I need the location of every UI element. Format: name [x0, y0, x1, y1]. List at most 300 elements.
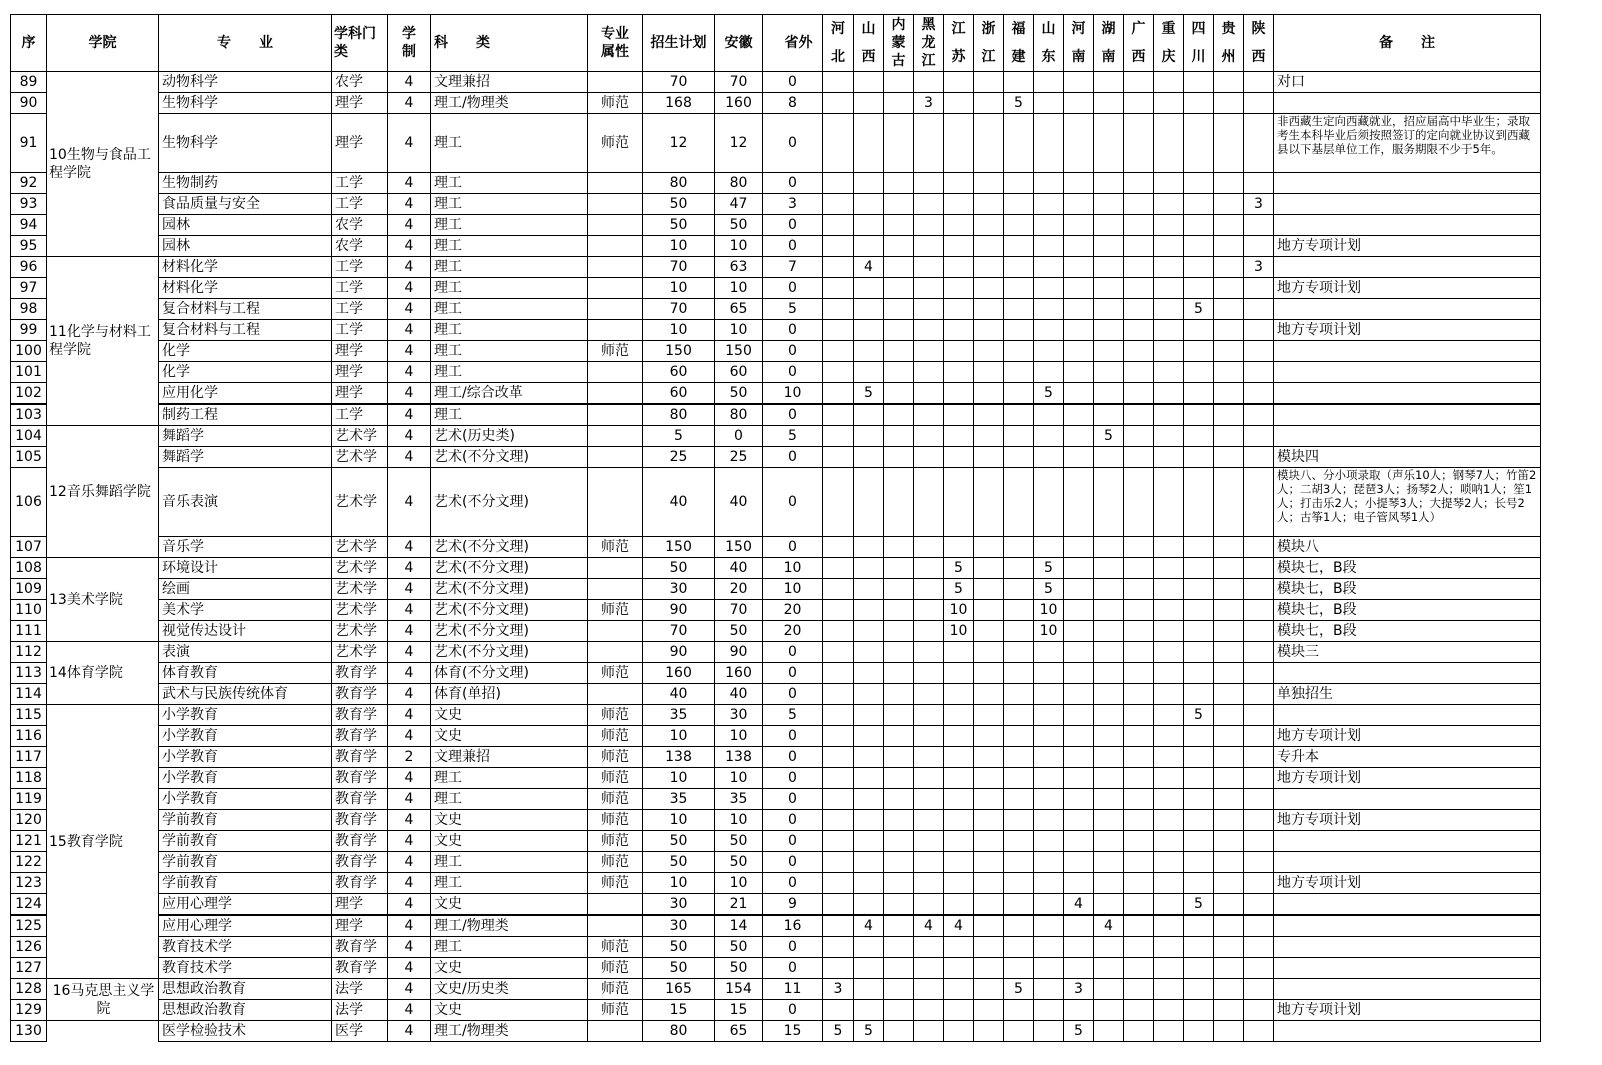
discipline-cell: 工学: [332, 404, 388, 426]
province-cell: [1064, 257, 1094, 278]
province-cell: [1064, 114, 1094, 173]
plan-cell: 10: [643, 320, 715, 341]
header-province-label: 河南: [1071, 21, 1086, 65]
plan-cell: 40: [643, 468, 715, 537]
outside-cell: 0: [763, 768, 823, 789]
province-cell: [1034, 215, 1064, 236]
plan-cell: 10: [643, 278, 715, 299]
province-cell: [1004, 404, 1034, 426]
province-cell: [854, 810, 884, 831]
province-cell: [1064, 852, 1094, 873]
province-cell: [914, 579, 944, 600]
province-cell: [1094, 257, 1124, 278]
major-cell: 体育教育: [159, 663, 332, 684]
province-cell: [1154, 663, 1184, 684]
remark-cell: 模块七，B段: [1274, 621, 1541, 642]
category-cell: 体育(不分文理): [431, 663, 588, 684]
province-cell: [1154, 600, 1184, 621]
province-cell: [944, 426, 974, 447]
anhui-cell: 63: [715, 257, 763, 278]
attr-cell: [588, 1021, 643, 1042]
header-province-8: [1064, 15, 1094, 72]
province-cell: [854, 236, 884, 257]
province-cell: [1124, 1000, 1154, 1021]
major-cell: 化学: [159, 341, 332, 362]
plan-cell: 80: [643, 173, 715, 194]
province-cell: [1244, 579, 1274, 600]
province-cell: [1004, 1021, 1034, 1042]
discipline-cell: 农学: [332, 215, 388, 236]
province-cell: [1094, 383, 1124, 405]
table-row: [11, 831, 1541, 852]
seq-cell: 121: [11, 831, 47, 852]
province-cell: [1004, 621, 1034, 642]
anhui-cell: 50: [715, 383, 763, 405]
province-cell: [1124, 236, 1154, 257]
province-cell: [884, 642, 914, 663]
category-cell: 理工: [431, 173, 588, 194]
province-cell: [1034, 426, 1064, 447]
province-cell: [1154, 726, 1184, 747]
anhui-cell: 10: [715, 236, 763, 257]
province-cell: [1004, 684, 1034, 705]
category-cell: 艺术(历史类): [431, 426, 588, 447]
province-cell: [1094, 810, 1124, 831]
anhui-cell: 20: [715, 579, 763, 600]
category-cell: 理工: [431, 215, 588, 236]
attr-cell: 师范: [588, 958, 643, 979]
province-cell: [1094, 831, 1124, 852]
province-cell: [1154, 72, 1184, 93]
province-cell: [823, 789, 854, 810]
province-cell: [1094, 1000, 1124, 1021]
remark-cell: [1274, 915, 1541, 937]
duration-cell: 4: [388, 789, 431, 810]
table-row: [11, 979, 1541, 1000]
province-cell: [1034, 447, 1064, 468]
duration-cell: 4: [388, 1000, 431, 1021]
major-cell: 武术与民族传统体育: [159, 684, 332, 705]
province-cell: [914, 558, 944, 579]
province-cell: [1184, 684, 1214, 705]
province-cell: [1244, 747, 1274, 768]
header-college: 学院: [47, 15, 159, 72]
province-cell: [1034, 789, 1064, 810]
header-province-3: [914, 15, 944, 72]
seq-cell: 128: [11, 979, 47, 1000]
province-cell: [1214, 831, 1244, 852]
province-cell: [884, 958, 914, 979]
duration-cell: 4: [388, 537, 431, 558]
province-cell: [914, 404, 944, 426]
province-cell: [1184, 1000, 1214, 1021]
duration-cell: 4: [388, 726, 431, 747]
category-cell: 文史: [431, 831, 588, 852]
seq-cell: 129: [11, 1000, 47, 1021]
province-cell: [974, 278, 1004, 299]
province-cell: [1064, 747, 1094, 768]
province-cell: [1214, 537, 1244, 558]
table-row: [11, 383, 1541, 405]
college-cell: 13美术学院: [47, 558, 159, 642]
duration-cell: 4: [388, 579, 431, 600]
province-cell: [974, 831, 1004, 852]
outside-cell: 0: [763, 663, 823, 684]
province-cell: [1034, 173, 1064, 194]
remark-cell: 专升本: [1274, 747, 1541, 768]
category-cell: 艺术(不分文理): [431, 537, 588, 558]
province-cell: [1184, 257, 1214, 278]
province-cell: [974, 320, 1004, 341]
province-cell: [974, 447, 1004, 468]
province-cell: [914, 194, 944, 215]
province-cell: [1064, 93, 1094, 114]
anhui-cell: 10: [715, 873, 763, 894]
province-cell: [1154, 768, 1184, 789]
province-cell: [884, 937, 914, 958]
attr-cell: 师范: [588, 768, 643, 789]
province-cell: [1154, 958, 1184, 979]
province-cell: [1214, 236, 1244, 257]
header-plan-text: 招生计划: [650, 35, 707, 51]
province-cell: [944, 979, 974, 1000]
duration-cell: 4: [388, 114, 431, 173]
province-cell: [1124, 726, 1154, 747]
category-cell: 理工: [431, 404, 588, 426]
province-cell: [1064, 278, 1094, 299]
province-cell: [944, 468, 974, 537]
province-cell: [1034, 537, 1064, 558]
outside-cell: 8: [763, 93, 823, 114]
major-cell: 学前教育: [159, 873, 332, 894]
province-cell: [1154, 278, 1184, 299]
province-cell: [1094, 299, 1124, 320]
province-cell: [1184, 278, 1214, 299]
province-cell: [1214, 894, 1244, 916]
category-cell: 理工: [431, 362, 588, 383]
plan-cell: 35: [643, 705, 715, 726]
province-cell: [1094, 173, 1124, 194]
table-row: [11, 114, 1541, 173]
province-cell: [1214, 558, 1244, 579]
province-cell: [1034, 705, 1064, 726]
province-cell: [1244, 341, 1274, 362]
province-cell: [1094, 705, 1124, 726]
province-cell: [1124, 404, 1154, 426]
province-cell: [1184, 93, 1214, 114]
province-cell: [854, 705, 884, 726]
table-row: [11, 320, 1541, 341]
province-cell: [944, 257, 974, 278]
table-row: [11, 558, 1541, 579]
outside-cell: 0: [763, 642, 823, 663]
province-cell: [1034, 937, 1064, 958]
province-cell: [823, 558, 854, 579]
province-cell: 5: [1004, 93, 1034, 114]
province-cell: [1064, 404, 1094, 426]
plan-cell: 70: [643, 299, 715, 320]
attr-cell: [588, 447, 643, 468]
province-cell: [1214, 257, 1244, 278]
province-cell: [1214, 404, 1244, 426]
province-cell: [1184, 114, 1214, 173]
province-cell: [914, 979, 944, 1000]
province-cell: [1064, 299, 1094, 320]
plan-cell: 50: [643, 831, 715, 852]
outside-cell: 0: [763, 958, 823, 979]
table-row: [11, 236, 1541, 257]
province-cell: [884, 93, 914, 114]
province-cell: [1064, 72, 1094, 93]
province-cell: [884, 383, 914, 405]
seq-cell: 107: [11, 537, 47, 558]
province-cell: [1064, 173, 1094, 194]
header-province-4: [944, 15, 974, 72]
province-cell: [1004, 663, 1034, 684]
province-cell: [1154, 1021, 1184, 1042]
category-cell: 理工: [431, 236, 588, 257]
province-cell: [1154, 173, 1184, 194]
outside-cell: 10: [763, 558, 823, 579]
province-cell: [823, 257, 854, 278]
seq-cell: 127: [11, 958, 47, 979]
discipline-cell: 法学: [332, 1000, 388, 1021]
plan-cell: 30: [643, 915, 715, 937]
province-cell: [1094, 621, 1124, 642]
remark-cell: [1274, 362, 1541, 383]
province-cell: [1244, 320, 1274, 341]
seq-cell: 97: [11, 278, 47, 299]
province-cell: [1124, 937, 1154, 958]
province-cell: [884, 873, 914, 894]
province-cell: [1184, 468, 1214, 537]
province-cell: [1244, 852, 1274, 873]
plan-cell: 160: [643, 663, 715, 684]
province-cell: [1214, 362, 1244, 383]
remark-cell: 单独招生: [1274, 684, 1541, 705]
province-cell: [1034, 341, 1064, 362]
province-cell: [1034, 72, 1064, 93]
province-cell: [1004, 278, 1034, 299]
province-cell: [914, 873, 944, 894]
province-cell: [974, 894, 1004, 916]
major-cell: 医学检验技术: [159, 1021, 332, 1042]
province-cell: [974, 72, 1004, 93]
province-cell: [914, 831, 944, 852]
table-row: [11, 1021, 1541, 1042]
province-cell: [1154, 537, 1184, 558]
major-cell: 绘画: [159, 579, 332, 600]
discipline-cell: 理学: [332, 362, 388, 383]
province-cell: [944, 831, 974, 852]
province-cell: [1184, 447, 1214, 468]
plan-cell: 12: [643, 114, 715, 173]
category-cell: 理工: [431, 257, 588, 278]
attr-cell: 师范: [588, 852, 643, 873]
anhui-cell: 80: [715, 404, 763, 426]
province-cell: [884, 705, 914, 726]
remark-cell: [1274, 831, 1541, 852]
category-cell: 体育(单招): [431, 684, 588, 705]
table-row: [11, 684, 1541, 705]
province-cell: [1244, 873, 1274, 894]
province-cell: [1094, 979, 1124, 1000]
province-cell: [1154, 320, 1184, 341]
province-cell: [1244, 468, 1274, 537]
province-cell: [974, 341, 1004, 362]
attr-cell: [588, 215, 643, 236]
province-cell: [1154, 915, 1184, 937]
anhui-cell: 25: [715, 447, 763, 468]
category-cell: 理工: [431, 852, 588, 873]
province-cell: [823, 93, 854, 114]
duration-cell: 4: [388, 257, 431, 278]
province-cell: [1094, 320, 1124, 341]
province-cell: [944, 72, 974, 93]
province-cell: [1034, 278, 1064, 299]
category-cell: 文史: [431, 1000, 588, 1021]
province-cell: [1004, 194, 1034, 215]
province-cell: [884, 537, 914, 558]
duration-cell: 4: [388, 642, 431, 663]
plan-cell: 10: [643, 236, 715, 257]
province-cell: [854, 537, 884, 558]
province-cell: [1124, 621, 1154, 642]
province-cell: [1154, 873, 1184, 894]
table-row: [11, 194, 1541, 215]
table-row: [11, 747, 1541, 768]
outside-cell: 0: [763, 537, 823, 558]
province-cell: [1184, 215, 1214, 236]
outside-cell: 0: [763, 726, 823, 747]
plan-cell: 80: [643, 404, 715, 426]
province-cell: [1244, 789, 1274, 810]
province-cell: [1034, 362, 1064, 383]
outside-cell: 0: [763, 236, 823, 257]
province-cell: [944, 642, 974, 663]
duration-cell: 4: [388, 215, 431, 236]
province-cell: [1184, 72, 1214, 93]
outside-cell: 20: [763, 621, 823, 642]
province-cell: [1004, 747, 1034, 768]
table-row: [11, 468, 1541, 537]
province-cell: [1214, 173, 1244, 194]
province-cell: [884, 684, 914, 705]
province-cell: [914, 810, 944, 831]
anhui-cell: 21: [715, 894, 763, 916]
remark-cell: [1274, 257, 1541, 278]
province-cell: 5: [944, 579, 974, 600]
remark-cell: 模块七，B段: [1274, 600, 1541, 621]
province-cell: [914, 320, 944, 341]
discipline-cell: 理学: [332, 341, 388, 362]
province-cell: [1124, 642, 1154, 663]
major-cell: 材料化学: [159, 278, 332, 299]
province-cell: [914, 278, 944, 299]
outside-cell: 0: [763, 173, 823, 194]
attr-cell: [588, 579, 643, 600]
discipline-cell: 教育学: [332, 958, 388, 979]
table-row: [11, 426, 1541, 447]
province-cell: [1244, 937, 1274, 958]
province-cell: [944, 404, 974, 426]
province-cell: [1244, 726, 1274, 747]
seq-cell: 100: [11, 341, 47, 362]
remark-cell: [1274, 93, 1541, 114]
plan-cell: 150: [643, 537, 715, 558]
province-cell: [974, 684, 1004, 705]
province-cell: [884, 558, 914, 579]
discipline-cell: 艺术学: [332, 621, 388, 642]
province-cell: [1244, 621, 1274, 642]
province-cell: [1214, 684, 1244, 705]
province-cell: [823, 1000, 854, 1021]
major-cell: 生物科学: [159, 93, 332, 114]
province-cell: [914, 894, 944, 916]
duration-cell: 4: [388, 299, 431, 320]
province-cell: [1154, 747, 1184, 768]
province-cell: [1064, 383, 1094, 405]
province-cell: [1214, 810, 1244, 831]
province-cell: [884, 579, 914, 600]
province-cell: [944, 873, 974, 894]
major-cell: 园林: [159, 215, 332, 236]
discipline-cell: 教育学: [332, 663, 388, 684]
header-province-11: [1154, 15, 1184, 72]
discipline-cell: 教育学: [332, 747, 388, 768]
province-cell: [823, 341, 854, 362]
province-cell: [1184, 236, 1214, 257]
outside-cell: 5: [763, 705, 823, 726]
province-cell: [854, 1000, 884, 1021]
discipline-cell: 教育学: [332, 789, 388, 810]
province-cell: [1004, 236, 1034, 257]
remark-cell: 非西藏生定向西藏就业，招应届高中毕业生；录取考生本科毕业后须按照签订的定向就业协议到西藏县以下基层单位工作，服务期限不少于5年。: [1274, 114, 1541, 173]
major-cell: 思想政治教育: [159, 1000, 332, 1021]
province-cell: [914, 114, 944, 173]
province-cell: [914, 447, 944, 468]
attr-cell: [588, 236, 643, 257]
duration-cell: 4: [388, 236, 431, 257]
remark-cell: 模块八: [1274, 537, 1541, 558]
province-cell: [1184, 789, 1214, 810]
province-cell: [884, 194, 914, 215]
plan-cell: 5: [643, 426, 715, 447]
category-cell: 艺术(不分文理): [431, 468, 588, 537]
plan-cell: 90: [643, 642, 715, 663]
province-cell: [1154, 114, 1184, 173]
major-cell: 应用化学: [159, 383, 332, 405]
province-cell: [1184, 958, 1214, 979]
province-cell: [1004, 705, 1034, 726]
duration-cell: 4: [388, 1021, 431, 1042]
attr-cell: 师范: [588, 937, 643, 958]
province-cell: [1154, 93, 1184, 114]
province-cell: [1124, 810, 1154, 831]
plan-cell: 150: [643, 341, 715, 362]
province-cell: [1244, 426, 1274, 447]
duration-cell: 4: [388, 873, 431, 894]
plan-cell: 168: [643, 93, 715, 114]
province-cell: [1004, 894, 1034, 916]
remark-cell: [1274, 937, 1541, 958]
province-cell: [1184, 362, 1214, 383]
header-province-label: 山东: [1041, 21, 1056, 65]
header-row: [11, 15, 1541, 72]
province-cell: [1064, 362, 1094, 383]
discipline-cell: 艺术学: [332, 537, 388, 558]
province-cell: 3: [1244, 194, 1274, 215]
